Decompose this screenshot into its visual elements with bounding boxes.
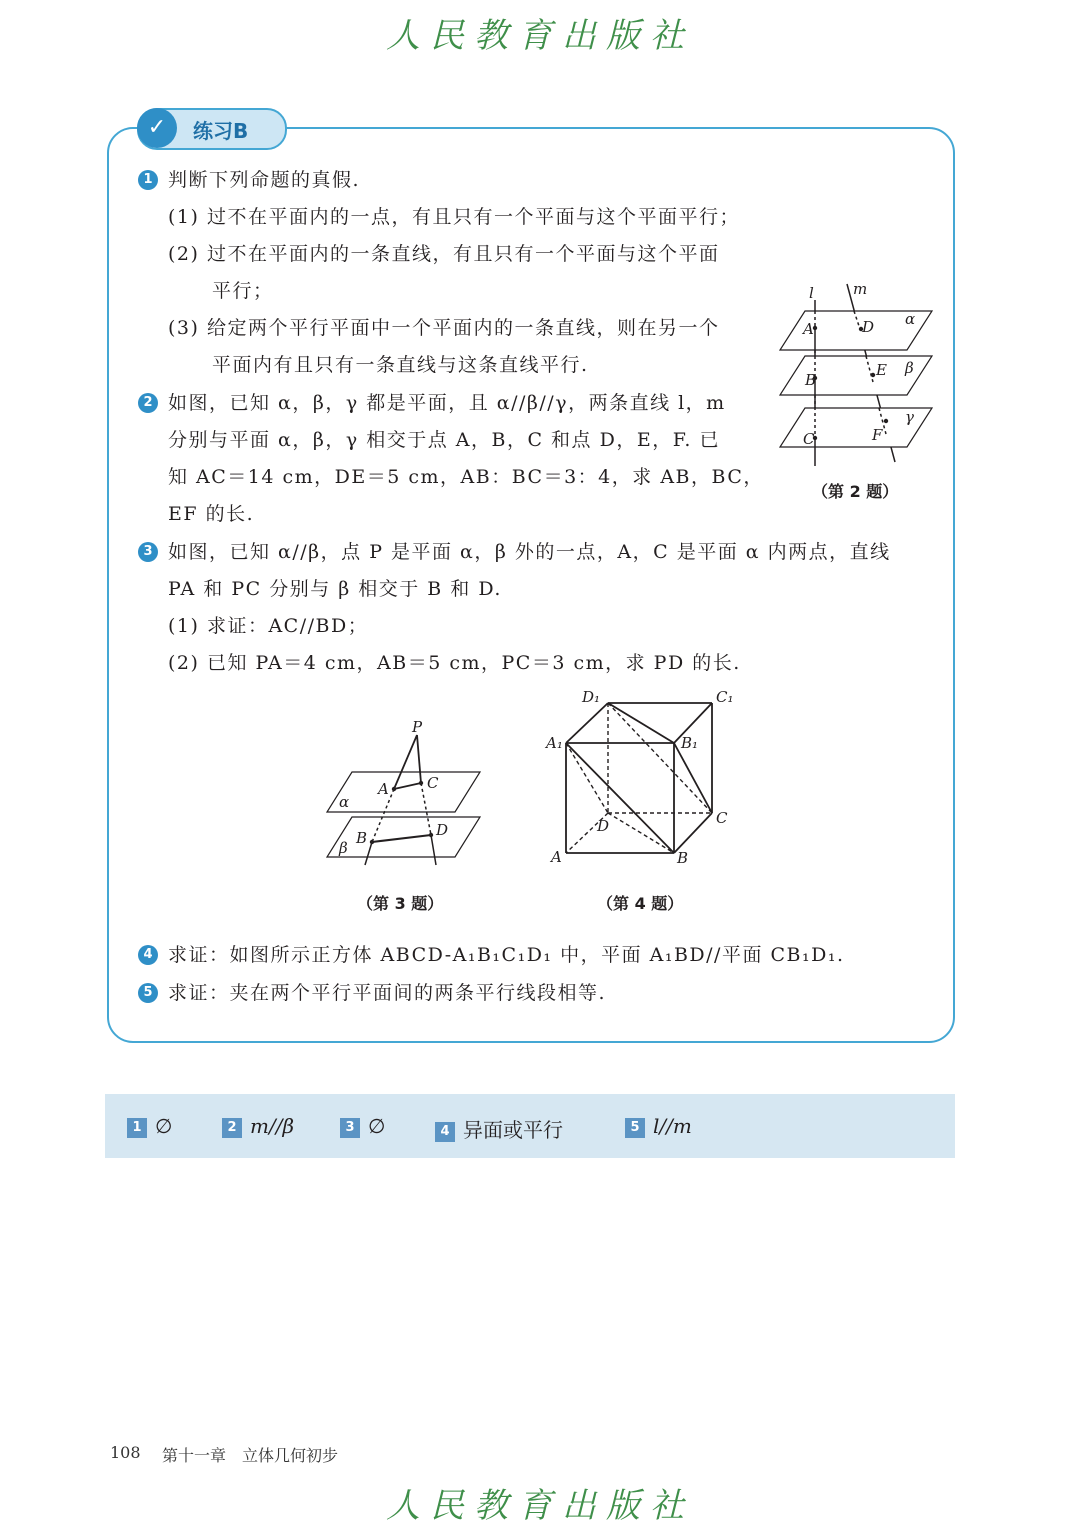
figure-2 (775, 280, 940, 470)
figure-label: P (412, 718, 423, 736)
figure-label: D (436, 821, 449, 839)
answer-item: 4 异面或平行 (435, 1114, 563, 1143)
figure-label: B₁ (681, 734, 699, 752)
figure-label: A (378, 780, 389, 798)
problem-text: (1) 求证：AC//BD； (168, 615, 369, 637)
publisher-watermark-top: 人民教育出版社 (386, 16, 694, 56)
publisher-watermark-bottom: 人民教育出版社 (386, 1486, 694, 1526)
problem-text: (1) 过不在平面内的一点，有且只有一个平面与这个平面平行； (168, 206, 740, 228)
figure-label: B (356, 829, 368, 847)
problem-text: 求证：夹在两个平行平面间的两条平行线段相等. (168, 982, 607, 1004)
figure-label: D (597, 817, 610, 835)
problem-number: 1 (138, 170, 158, 190)
figure-label: A (551, 848, 562, 866)
figure-label: E (876, 361, 887, 379)
figure-caption: （第 2 题） (812, 482, 899, 501)
problem-text: PA 和 PC 分别与 β 相交于 B 和 D. (168, 578, 502, 600)
problem-number: 5 (138, 983, 158, 1003)
figure-4 (540, 685, 740, 875)
problem-text: 如图，已知 α，β，γ 都是平面，且 α//β//γ，两条直线 l，m (168, 392, 726, 414)
figure-label: B (805, 371, 817, 389)
figure-label: D₁ (582, 688, 601, 706)
problem-text: 求证：如图所示正方体 ABCD-A₁B₁C₁D₁ 中，平面 A₁BD//平面 CB₁D₁. (168, 944, 845, 966)
figure-label: C (716, 809, 728, 827)
figure-label: γ (905, 408, 914, 426)
answers-bar (105, 1094, 955, 1158)
figure-label: m (853, 280, 868, 298)
problem-text: (3) 给定两个平行平面中一个平面内的一条直线，则在另一个 (168, 317, 720, 339)
problem-text: (2) 过不在平面内的一条直线，有且只有一个平面与这个平面 (168, 243, 720, 265)
page-number: 108 (110, 1443, 141, 1462)
answer-item: 5 l//m (625, 1114, 692, 1138)
figure-label: C (803, 430, 815, 448)
figure-label: β (905, 359, 914, 377)
problem-text: 知 AC＝14 cm，DE＝5 cm，AB：BC＝3：4，求 AB，BC， (168, 466, 764, 488)
figure-label: α (339, 793, 350, 811)
figure-label: β (339, 839, 348, 857)
check-icon: ✓ (137, 108, 177, 148)
problem-text: 如图，已知 α//β，点 P 是平面 α，β 外的一点，A，C 是平面 α 内两点，直线 (168, 541, 891, 563)
section-tag (137, 108, 287, 150)
problem-number: 3 (138, 542, 158, 562)
figure-label: B (677, 849, 689, 867)
problem-text: 平行； (212, 280, 274, 302)
figure-label: C₁ (716, 688, 734, 706)
figure-label: D (862, 318, 875, 336)
problem-text: 分别与平面 α，β，γ 相交于点 A，B，C 和点 D，E，F. 已 (168, 429, 720, 451)
figure-caption: （第 4 题） (597, 894, 684, 913)
answer-item: 2 m//β (222, 1114, 294, 1138)
problem-text: 平面内有且只有一条直线与这条直线平行. (212, 354, 589, 376)
problem-text: (2) 已知 PA＝4 cm，AB＝5 cm，PC＝3 cm，求 PD 的长. (168, 652, 741, 674)
section-tag-label: 练习B (193, 119, 249, 143)
chapter-title: 第十一章 立体几何初步 (162, 1446, 339, 1465)
answer-item: 3 ∅ (340, 1114, 385, 1138)
figure-label: l (809, 284, 814, 302)
figure-3 (320, 715, 490, 875)
problem-text: EF 的长. (168, 503, 255, 525)
figure-label: F (872, 426, 883, 444)
answer-item: 1 ∅ (127, 1114, 172, 1138)
figure-label: A₁ (546, 734, 563, 752)
problem-number: 4 (138, 945, 158, 965)
figure-label: A (803, 320, 814, 338)
problem-number: 2 (138, 393, 158, 413)
figure-label: α (905, 310, 916, 328)
problem-text: 判断下列命题的真假. (168, 169, 361, 191)
figure-caption: （第 3 题） (357, 894, 444, 913)
figure-label: C (427, 774, 439, 792)
